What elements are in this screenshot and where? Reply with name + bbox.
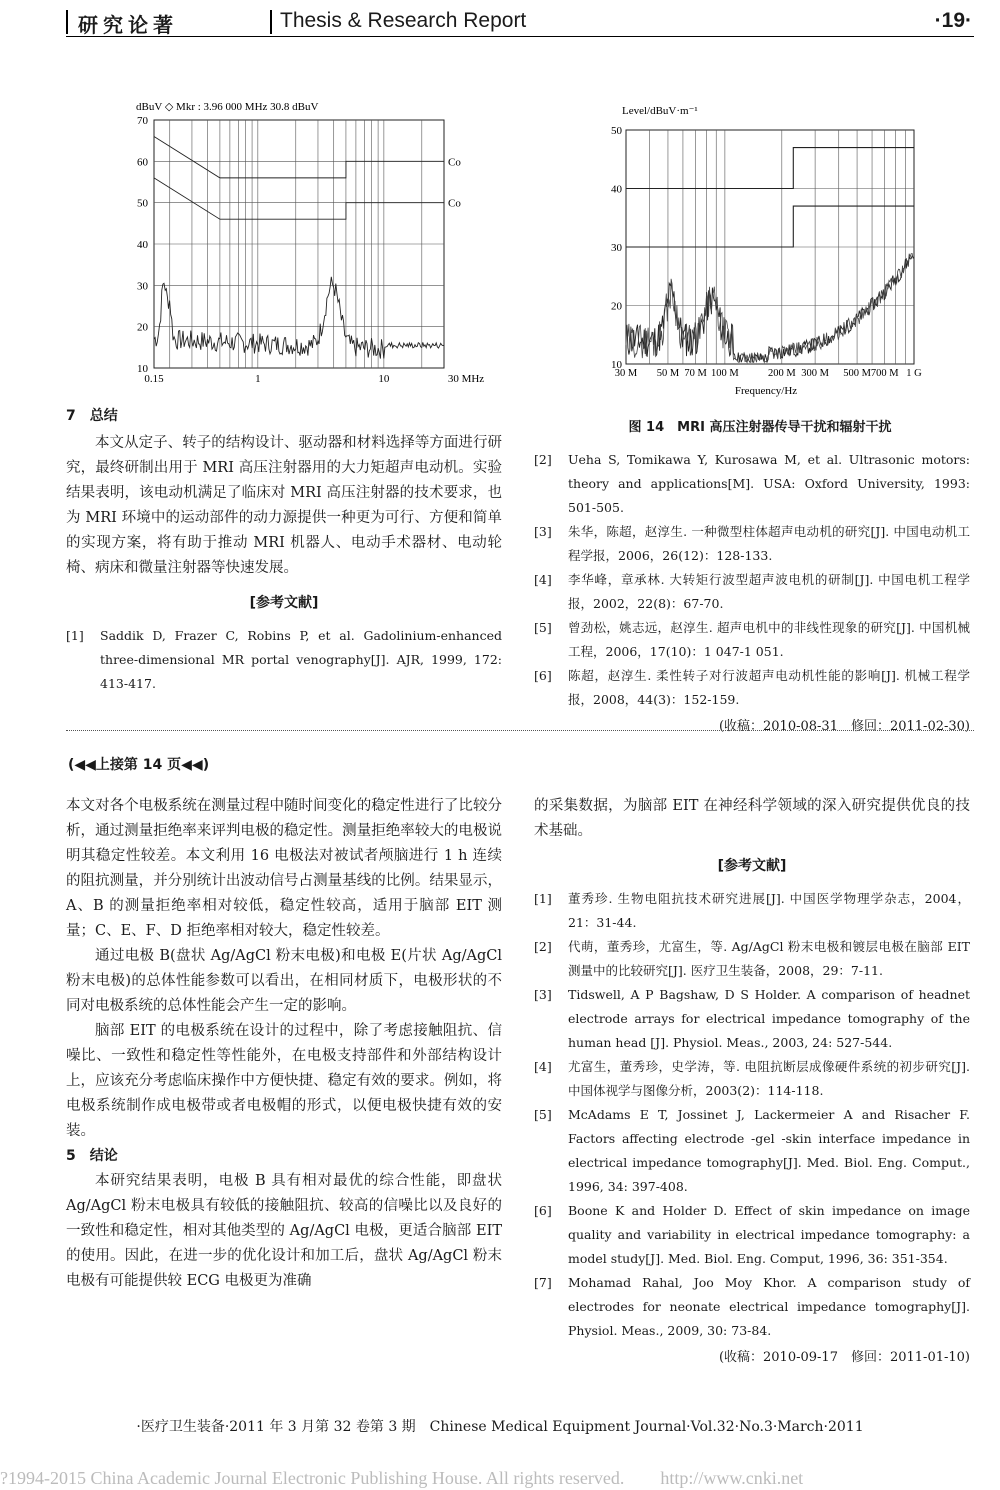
radiated-emission-chart: [596, 100, 936, 400]
x-tick-label: 200 M: [767, 368, 796, 379]
y-tick-label: 40: [137, 239, 148, 251]
x-tick-label: 300 M: [801, 368, 829, 379]
left-top-column: [66, 404, 502, 696]
x-tick-label: 700 M: [870, 368, 899, 379]
reference-item: [5] 曾劲松，姚志远，赵淳生. 超声电机中的非线性现象的研究[J]. 中国机械工程，2006，17(10)：1 047-1 051.: [534, 620, 970, 659]
x-tick-label: 1: [255, 373, 261, 385]
chart-right-trace: [626, 254, 914, 363]
continued-note: (◀◀上接第 14 页◀◀): [68, 757, 210, 773]
reference-item: [6] Boone K and Holder D. Effect of skin impedance on image quality and variability in electrical impedance tomography: a model study[J]. Med. Biol. Eng. Comput, 1996, 36: 351-354.: [534, 1203, 970, 1266]
right-top-column: [534, 448, 970, 739]
running-header: [66, 6, 974, 37]
y-tick-label: 50: [611, 125, 622, 137]
body-paragraph: 脑部 EIT 的电极系统在设计的过程中，除了考虑接触阻抗、信噪比、一致性和稳定性等性能外，在电极支持部件和外部结构设计上，应该充分考虑临床操作中方便快捷、稳定有效的要求。例如，将电极系统制作成电极带或者电极帽的形式，以便电极快捷有效的安装。: [66, 1023, 502, 1139]
reference-item: [6] 陈超，赵淳生. 柔性转子对行波超声电动机性能的影响[J]. 机械工程学报，2008，44(3)：152-159.: [534, 668, 970, 707]
limit-line: [154, 178, 444, 219]
x-tick-label: 30 M: [614, 368, 638, 379]
body-paragraph: 本研究结果表明，电极 B 具有相对最优的综合性能，即盘状 Ag/AgCl 粉末电极具有较低的接触阻抗、较高的信噪比以及良好的一致性和稳定性，相对其他类型的 Ag/AgCl 电极，更适合脑部 EIT 的使用。因此，在进一步的优化设计和加工后，盘状 Ag/AgCl 粉末电极有可能提供较 ECG 电极更为准确: [66, 1173, 502, 1289]
copyright-watermark: ?1994-2015 China Academic Journal Electronic Publishing House. All rights reserved. http://www.cnki.net: [0, 1468, 804, 1488]
left-bottom-column: [66, 794, 502, 1294]
reference-item: [1] Saddik D, Frazer C, Robins P, et al. Gadolinium-enhanced three-dimensional MR portal venography[J]. AJR, 1999, 172: 413-417.: [66, 628, 502, 691]
limit-line: [626, 148, 914, 189]
section-heading: 5 结论: [66, 1148, 118, 1164]
body-paragraph: 通过电极 B(盘状 Ag/AgCl 粉末电极)和电极 E(片状 Ag/AgCl 粉末电极)的总体性能参数可以看出，在相同材质下，电极形状的不同对电极系统的总体性能会产生一定的影响。: [66, 948, 502, 1014]
x-tick-label: 70 M: [684, 368, 707, 379]
chart-right-grid: [626, 130, 914, 364]
references-heading: [参考文献]: [717, 858, 787, 874]
x-tick-label: 500 M: [843, 368, 871, 379]
reference-item: [2] Ueha S, Tomikawa Y, Kurosawa M, et al. Ultrasonic motors: theory and applications[M]. USA: Oxford University, 1993: 501-505.: [534, 452, 970, 515]
header-en: Thesis & Research Report: [280, 9, 527, 32]
right-bottom-column: [534, 794, 970, 1370]
section-heading: 7 总结: [66, 408, 118, 424]
y-tick-label: 20: [137, 321, 148, 334]
x-tick-label: 100 M: [711, 368, 739, 379]
limit-label: Co: [448, 197, 461, 210]
x-tick-label: 0.15: [144, 373, 164, 385]
x-tick-label: 50 M: [656, 368, 680, 379]
reference-item: [4] 尤富生，董秀珍，史学涛，等. 电阻抗断层成像硬件系统的初步研究[J]. 中国体视学与图像分析，2003(2)：114-118.: [534, 1059, 970, 1098]
limit-line: [626, 206, 914, 247]
reference-item: [1] 董秀珍. 生物电阻抗技术研究进展[J]. 中国医学物理学杂志，2004，21：31-44.: [534, 891, 970, 930]
reference-item: [4] 李华峰，章承林. 大转矩行波型超声波电机的研制[J]. 中国电机工程学报，2002，22(8)：67-70.: [534, 572, 970, 611]
chart-right-trace: [626, 256, 914, 362]
y-tick-label: 70: [137, 115, 148, 127]
received-date: (收稿：2010-08-31 修回：2011-02-30): [718, 719, 970, 734]
journal-footer: ·医疗卫生装备·2011 年 3 月第 32 卷第 3 期 Chinese Medical Equipment Journal·Vol.32·No.3·March·2011: [136, 1419, 864, 1435]
header-zh: 研究论著: [78, 13, 178, 37]
body-paragraph: 本文从定子、转子的结构设计、驱动器和材料选择等方面进行研究，最终研制出用于 MRI 高压注射器用的大力矩超声电动机。实验结果表明，该电动机满足了临床对 MRI 高压注射器的技术要求，也为 MRI 环境中的运动部件的动力源提供一种更为可行、方便和简单的实现方案，将有助于推动 MRI 机器人、电动手术器材、电动轮椅、病床和微量注射器等快速发展。: [66, 435, 502, 576]
reference-item: [3] 朱华，陈超，赵淳生. 一种微型柱体超声电动机的研究[J]. 中国电动机工程学报，2006，26(12)：128-133.: [534, 524, 970, 563]
conducted-emission-chart: [110, 96, 490, 396]
reference-item: [7] Mohamad Rahal, Joo Moy Khor. A comparison study of electrodes for neonate electrical impedance tomography[J]. Physiol. Meas., 2009, 30: 73-84.: [534, 1275, 970, 1338]
x-tick-label: 1 G: [906, 368, 922, 379]
reference-item: [2] 代萌，董秀珍，尤富生，等. Ag/AgCl 粉末电极和镀层电极在脑部 EIT 测量中的比较研究[J]. 医疗卫生装备，2008，29：7-11.: [534, 939, 970, 978]
y-tick-label: 50: [137, 197, 148, 210]
y-tick-label: 30: [137, 280, 148, 293]
body-paragraph: 的采集数据，为脑部 EIT 在神经科学领域的深入研究提供优良的技术基础。: [534, 798, 970, 839]
received-date: (收稿：2010-09-17 修回：2011-01-10): [718, 1350, 970, 1365]
body-paragraph: 本文对各个电极系统在测量过程中随时间变化的稳定性进行了比较分析，通过测量拒绝率来评判电极的稳定性。测量拒绝率较大的电极说明其稳定性较差。本文利用 16 电极法对被试者颅脑进行 1 h 连续的阻抗测量，并分别统计出波动信号占测量基线的比例。结果显示，A、B 的测量拒绝率相对较低，稳定性较高，适用于脑部 EIT 测量；C、E、F、D 拒绝率相对较大，稳定性较差。: [66, 798, 502, 939]
x-tick-label: 10: [378, 373, 390, 385]
x-tick-label: 30 MHz: [447, 373, 485, 385]
y-tick-label: 30: [611, 242, 622, 254]
limit-label: Co: [448, 156, 461, 169]
chart-left-grid: [154, 120, 444, 368]
page-number: ·19·: [934, 9, 972, 32]
y-tick-label: 10: [611, 359, 622, 371]
chart-right-xlabel: Frequency/Hz: [734, 385, 798, 397]
chart-left-trace: [154, 277, 444, 359]
limit-line: [154, 137, 444, 178]
header-rule: [66, 10, 68, 34]
chart-left-title: dBuV ◇ Mkr : 3.96 000 MHz 30.8 dBuV: [136, 101, 319, 113]
y-tick-label: 20: [611, 300, 622, 313]
y-tick-label: 40: [611, 183, 622, 196]
article-separator: [66, 730, 974, 731]
y-tick-label: 10: [137, 363, 148, 375]
reference-item: [5] McAdams E T, Jossinet J, Lackermeier A and Risacher F. Factors affecting electrode -gel -skin interface impedance in electrical impedance tomography[J]. Med. Biol. Eng. Comput., 1996, 34: 397-408.: [534, 1107, 970, 1194]
reference-item: [3] Tidswell, A P Bagshaw, D S Holder. A comparison of headnet electrode arrays for electrical impedance tomography of the human head [J]. Physiol. Meas., 2003, 24: 527-544.: [534, 987, 970, 1050]
chart-right-ylabel: Level/dBuV·m⁻¹: [622, 105, 698, 117]
header-rule: [270, 10, 272, 34]
references-heading: [参考文献]: [249, 595, 319, 611]
y-tick-label: 60: [137, 156, 148, 169]
figure-caption: 图 14 MRI 高压注射器传导干扰和辐射干扰: [628, 420, 892, 435]
